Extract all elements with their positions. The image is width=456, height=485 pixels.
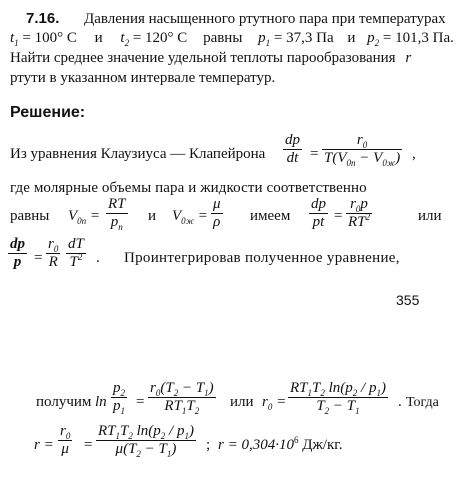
poluchim: получим (36, 394, 92, 410)
equals-5: = (84, 437, 93, 453)
problem-line-2 (10, 30, 454, 47)
dp-over-p-fraction: dp p (10, 236, 25, 270)
rt-over-pn-fraction: RT $p_п$ (108, 196, 126, 232)
equals-2: = (334, 208, 343, 224)
p1-value: = 37,3 Па (273, 30, 334, 46)
p2-value: = 101,3 Па. (382, 30, 454, 46)
ili-2: или (230, 394, 254, 410)
and-1: и (94, 30, 103, 46)
mu-over-rho-fraction: μ ρ (213, 196, 221, 230)
problem-line-1: Давления насыщенного ртутного пара при температурах (84, 11, 446, 27)
r0-over-r-fraction: $r_0$ R (48, 236, 59, 270)
problem-number: 7.16. (26, 10, 60, 27)
ravny-2: равны (10, 208, 50, 224)
page-number: 355 (396, 292, 420, 308)
and-3: и (148, 208, 157, 224)
period-1: . (96, 250, 100, 266)
dt-over-t2-fraction: dT $T^2$ (68, 236, 84, 270)
problem-line-4: ртути в указанном интервале температур. (10, 70, 276, 86)
problem-line-3: Найти среднее значение удельной теплоты парообразования r (10, 50, 412, 66)
r0-over-mu-fraction: $r_0$ μ (60, 423, 71, 457)
ln-1: ln (95, 394, 107, 410)
r0-eq: $r_0$ = (262, 394, 287, 412)
integrated-fraction: $r_0(T_2 - T_1)$ $RT_1T_2$ (150, 380, 214, 416)
and-2: и (347, 30, 356, 46)
r0-solution-fraction: $RT_1T_2$ $\ln(p_2 / p_1)$ $T_2 - T_1$ (290, 380, 386, 416)
solution-line-4: Проинтегрировав полученное уравнение, (124, 250, 400, 266)
dp-pt-fraction: dp pt (311, 196, 326, 230)
equals-4: = (136, 394, 145, 410)
v0p-symbol: $V_{0п}$ = (68, 208, 101, 226)
dp-dt-fraction: dp dt (285, 132, 300, 166)
p2-over-p1-fraction: $p_2$ $p_1$ (113, 380, 125, 416)
comma-1: , (412, 146, 416, 162)
togda: Тогда (406, 395, 439, 410)
t2-value: = 120° С (132, 30, 188, 46)
equals-3: = (34, 250, 43, 266)
ravny-1: равны (203, 30, 243, 46)
solution-line-1-text: Из уравнения Клаузиуса — Клапейрона (10, 146, 266, 162)
t1-value: = 100° С (22, 30, 77, 46)
imeem: имеем (250, 208, 291, 224)
period-2: . (398, 394, 402, 410)
clapeyron-rhs-fraction: $r_0$ $T(V_{0п} - V_{0ж})$ (324, 132, 401, 168)
solution-line-2: где молярные объемы пара и жидкости соответственно (10, 180, 367, 196)
r-symbol: r (405, 50, 412, 66)
t1-symbol: $t_1$ (10, 30, 19, 48)
ili-1: или (418, 208, 442, 224)
v0zh-symbol: $V_{0ж}$ = (172, 208, 208, 226)
equals-1: = (310, 146, 319, 162)
r-eq-1: r = (34, 437, 54, 453)
final-formula-fraction: $RT_1T_2$ $\ln(p_2 / p_1)$ $\mu(T_2 - T_1)$ (98, 423, 194, 459)
t2-symbol: $t_2$ (120, 30, 130, 48)
p1-symbol: $p_1$ (258, 30, 271, 48)
solution-heading: Решение: (10, 104, 86, 121)
result: $r = 0,304\cdot 10^6$ Дж/кг. (218, 435, 343, 453)
r0p-over-rt2-fraction: $r_0p$ $RT^2$ (348, 196, 371, 230)
p2-symbol: $p_2$ (367, 30, 380, 48)
semicolon: ; (206, 437, 211, 453)
